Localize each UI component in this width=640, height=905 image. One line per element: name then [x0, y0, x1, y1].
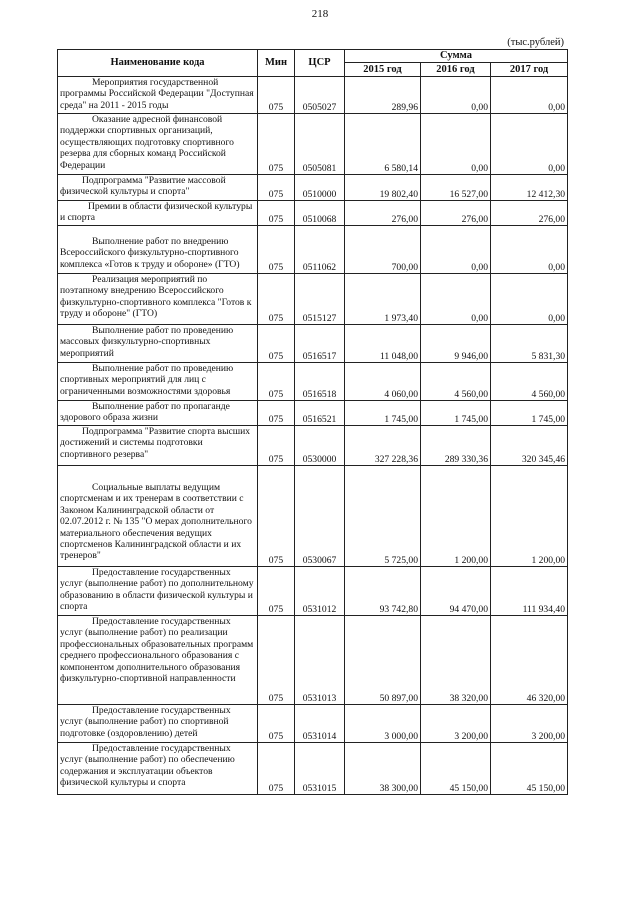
row-2017: 0,00: [491, 274, 568, 325]
row-2017: 0,00: [491, 226, 568, 274]
row-min: 075: [258, 466, 295, 567]
header-csr: ЦСР: [295, 50, 345, 77]
row-min: 075: [258, 705, 295, 743]
table-row: [58, 201, 568, 226]
row-2016: 9 946,00: [421, 325, 491, 363]
row-min: 075: [258, 274, 295, 325]
row-2016: 1 745,00: [421, 401, 491, 426]
row-2016: 0,00: [421, 274, 491, 325]
row-min: 075: [258, 226, 295, 274]
row-2017: 276,00: [491, 201, 568, 226]
row-csr: 0530000: [295, 426, 345, 466]
header-2016: 2016 год: [421, 63, 491, 77]
row-min: 075: [258, 201, 295, 226]
header-sum: Сумма: [345, 50, 568, 63]
row-2016: 0,00: [421, 77, 491, 114]
units-label: (тыс.рублей): [507, 37, 564, 48]
row-2015: 327 228,36: [345, 426, 421, 466]
row-2015: 1 973,40: [345, 274, 421, 325]
header-2017: 2017 год: [491, 63, 568, 77]
table-row: [58, 426, 568, 466]
row-2015: 50 897,00: [345, 616, 421, 705]
row-csr: 0531014: [295, 705, 345, 743]
row-min: 075: [258, 401, 295, 426]
row-2016: 45 150,00: [421, 743, 491, 795]
row-csr: 0505081: [295, 114, 345, 175]
row-name: Премии в области физической культуры и спорта: [58, 201, 258, 226]
row-2015: 6 580,14: [345, 114, 421, 175]
row-name: Реализация мероприятий по поэтапному внедрению Всероссийского физкультурно-спортивного комплекса "Готов к труду и обороне" (ГТО): [58, 274, 258, 325]
row-2017: 111 934,40: [491, 567, 568, 616]
row-csr: 0531013: [295, 616, 345, 705]
row-2015: 276,00: [345, 201, 421, 226]
row-csr: 0511062: [295, 226, 345, 274]
table-row: [58, 705, 568, 743]
row-2015: 38 300,00: [345, 743, 421, 795]
row-name: Подпрограмма "Развитие спорта высших достижений и системы подготовки спортивного резерва": [58, 426, 258, 466]
row-csr: 0510000: [295, 175, 345, 201]
row-2017: 12 412,30: [491, 175, 568, 201]
row-2016: 0,00: [421, 226, 491, 274]
row-min: 075: [258, 325, 295, 363]
table-row: [58, 274, 568, 325]
row-min: 075: [258, 77, 295, 114]
row-2017: 4 560,00: [491, 363, 568, 401]
row-2016: 16 527,00: [421, 175, 491, 201]
row-2015: 4 060,00: [345, 363, 421, 401]
row-2017: 0,00: [491, 77, 568, 114]
table-row: [58, 616, 568, 705]
row-csr: 0516517: [295, 325, 345, 363]
row-2015: 1 745,00: [345, 401, 421, 426]
row-name: Подпрограмма "Развитие массовой физической культуры и спорта": [58, 175, 258, 201]
table-row: [58, 567, 568, 616]
header-2015: 2015 год: [345, 63, 421, 77]
table-row: [58, 401, 568, 426]
row-name: Предоставление государственных услуг (выполнение работ) по спортивной подготовке (оздоровлению) детей: [58, 705, 258, 743]
table-row: [58, 175, 568, 201]
row-2016: 0,00: [421, 114, 491, 175]
row-csr: 0531015: [295, 743, 345, 795]
row-name: Предоставление государственных услуг (выполнение работ) по реализации профессиональных образовательных программ среднего профессионального образования с компонентом дополнительного образования физкультурно-спортивной направленности: [58, 616, 258, 705]
row-min: 075: [258, 114, 295, 175]
row-name: Оказание адресной финансовой поддержки спортивных организаций, осуществляющих подготовку спортивного резерва для сборных команд Российской Федерации: [58, 114, 258, 175]
table-row: [58, 226, 568, 274]
row-csr: 0505027: [295, 77, 345, 114]
table-row: [58, 466, 568, 567]
row-name: Выполнение работ по внедрению Всероссийского физкультурно-спортивного комплекса «Готов к труду и обороне» (ГТО): [58, 226, 258, 274]
row-2017: 5 831,30: [491, 325, 568, 363]
budget-table: [57, 49, 568, 795]
row-min: 075: [258, 426, 295, 466]
row-min: 075: [258, 743, 295, 795]
table-row: [58, 77, 568, 114]
row-2017: 320 345,46: [491, 426, 568, 466]
row-name: Предоставление государственных услуг (выполнение работ) по обеспечению содержания и эксплуатации объектов физической культуры и спорта: [58, 743, 258, 795]
row-2016: 289 330,36: [421, 426, 491, 466]
row-name: Мероприятия государственной программы Российской Федерации "Доступная среда" на 2011 - 2015 годы: [58, 77, 258, 114]
table-row: [58, 363, 568, 401]
row-csr: 0531012: [295, 567, 345, 616]
row-min: 075: [258, 567, 295, 616]
row-2015: 93 742,80: [345, 567, 421, 616]
header-name: Наименование кода: [58, 50, 258, 77]
row-csr: 0516518: [295, 363, 345, 401]
table-row: [58, 743, 568, 795]
row-min: 075: [258, 616, 295, 705]
row-2017: 1 200,00: [491, 466, 568, 567]
row-2015: 3 000,00: [345, 705, 421, 743]
row-2016: 94 470,00: [421, 567, 491, 616]
row-csr: 0515127: [295, 274, 345, 325]
row-2017: 0,00: [491, 114, 568, 175]
row-2016: 4 560,00: [421, 363, 491, 401]
row-2015: 289,96: [345, 77, 421, 114]
row-csr: 0516521: [295, 401, 345, 426]
table-row: [58, 114, 568, 175]
page-number: 218: [311, 8, 329, 20]
row-name: Социальные выплаты ведущим спортсменам и их тренерам в соответствии с Законом Калининградской области от 02.07.2012 г. № 135 "О мерах дополнительного материального обеспечения ведущих спортсменов Калининградской области и их тренеров": [58, 466, 258, 567]
header-min: Мин: [258, 50, 295, 77]
row-min: 075: [258, 363, 295, 401]
row-name: Выполнение работ по пропаганде здорового образа жизни: [58, 401, 258, 426]
row-2015: 700,00: [345, 226, 421, 274]
table-row: [58, 325, 568, 363]
row-name: Выполнение работ по проведению массовых физкультурно-спортивных мероприятий: [58, 325, 258, 363]
row-csr: 0510068: [295, 201, 345, 226]
row-2016: 38 320,00: [421, 616, 491, 705]
row-2017: 45 150,00: [491, 743, 568, 795]
row-2017: 3 200,00: [491, 705, 568, 743]
row-2015: 19 802,40: [345, 175, 421, 201]
row-2017: 1 745,00: [491, 401, 568, 426]
row-csr: 0530067: [295, 466, 345, 567]
row-name: Предоставление государственных услуг (выполнение работ) по дополнительному образованию в области физической культуры и спорта: [58, 567, 258, 616]
row-2016: 1 200,00: [421, 466, 491, 567]
row-2015: 5 725,00: [345, 466, 421, 567]
row-2015: 11 048,00: [345, 325, 421, 363]
row-min: 075: [258, 175, 295, 201]
row-name: Выполнение работ по проведению спортивных мероприятий для лиц с ограниченными возможностями здоровья: [58, 363, 258, 401]
row-2016: 276,00: [421, 201, 491, 226]
row-2017: 46 320,00: [491, 616, 568, 705]
row-2016: 3 200,00: [421, 705, 491, 743]
